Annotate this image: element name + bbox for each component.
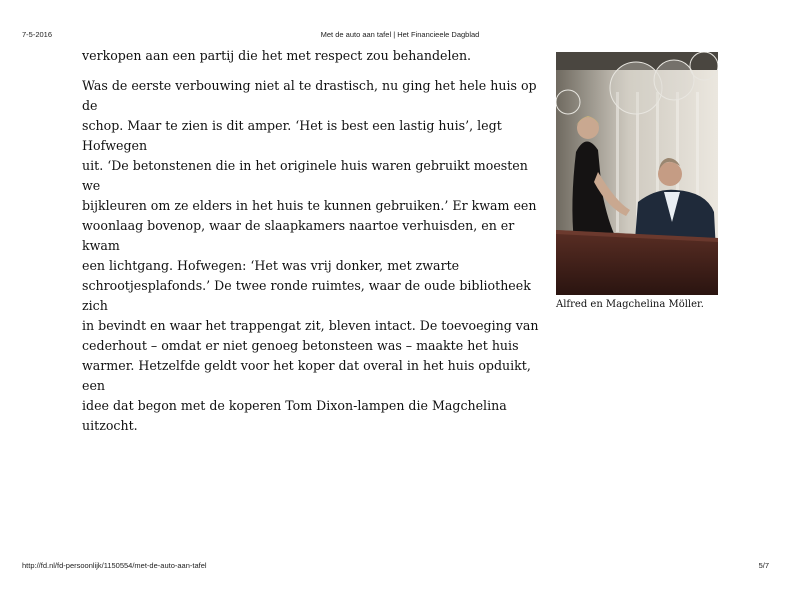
article-paragraph: verkopen aan een partij die het met respect zou behandelen. [82, 48, 472, 63]
photo-caption: Alfred en Magchelina Möller. [556, 299, 704, 310]
print-page-title: Met de auto aan tafel | Het Financieele Dagblad [320, 30, 480, 39]
article-body [82, 46, 544, 446]
article-paragraph: Was de eerste verbouwing niet al te drastisch, nu ging het hele huis op de schop. Maar te zien is dit amper. ‘Het is best een lastig huis’, legt Hofwegen uit. ‘De betonstenen die in het originele huis waren gebruikt moesten we bijkleuren om ze elders in het huis te kunnen gebruiken.’ Er kwam een woonlaag bovenop, waar de slaapkamers naartoe verhuisden, en er kwam een lichtgang. Hofwegen: ‘Het was vrij donker, met zwarte schrootjesplafonds.’ De twee ronde ruimtes, waar de oude bibliotheek zich in bevindt en waar het trappengat zit, bleven intact. De toevoeging van cederhout – omdat er niet genoeg betonsteen was – maakte het huis warmer. Hetzelfde geldt voor het koper dat overal in het huis opduikt, een idee dat begon met de koperen Tom Dixon-lampen die Magchelina uitzocht. [82, 78, 539, 433]
print-date: 7-5-2016 [22, 30, 53, 39]
article-figure [556, 52, 718, 310]
page-number: 5/7 [758, 561, 769, 570]
print-url: http://fd.nl/fd-persoonlijk/1150554/met-de-auto-aan-tafel [22, 561, 207, 570]
couple-photo [556, 52, 718, 295]
